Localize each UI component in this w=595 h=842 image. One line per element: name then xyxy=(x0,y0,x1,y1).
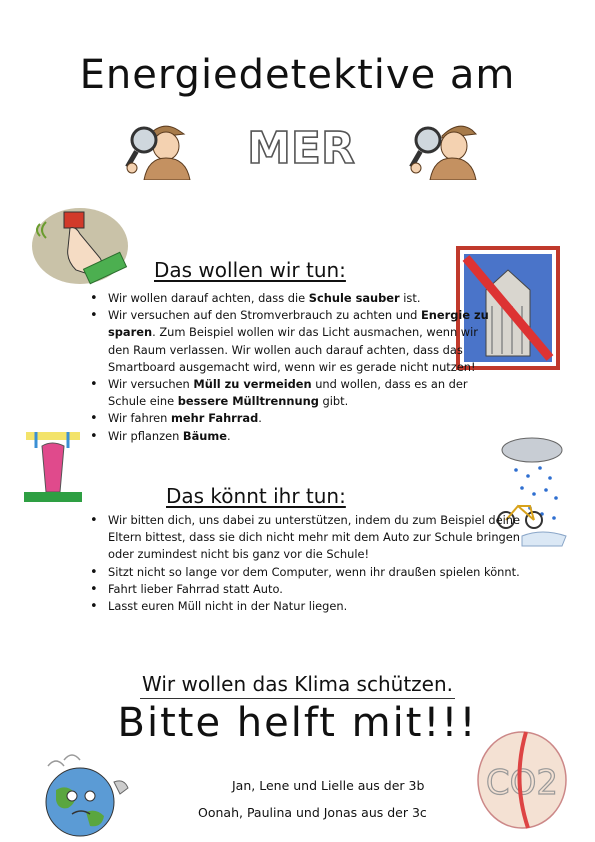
list-item: • Fahrt lieber Fahrrad statt Auto. xyxy=(84,581,524,598)
appeal-heading: Bitte helft mit!!! xyxy=(117,700,478,746)
detective-magnifier-icon-right xyxy=(398,118,478,180)
list-koennt xyxy=(84,512,524,615)
list-item: • Sitzt nicht so lange vor dem Computer, wenn ihr draußen spielen könnt. xyxy=(84,564,524,581)
emphasis-text: Müll zu vermeiden xyxy=(193,377,312,392)
detective-magnifier-icon-left xyxy=(118,118,198,180)
co2-crossed-icon xyxy=(474,728,570,832)
list-item: • Wir wollen darauf achten, dass die Schule sauber ist. xyxy=(84,290,500,307)
emphasis-text: Energie zu sparen xyxy=(108,308,489,340)
list-item: • Wir pflanzen Bäume. xyxy=(84,428,500,445)
climate-slogan: Wir wollen das Klima schützen. xyxy=(0,672,595,696)
logo-text: MER xyxy=(247,124,355,170)
credit-line-3c: Oonah, Paulina und Jonas aus der 3c xyxy=(198,805,427,820)
list-item: • Wir fahren mehr Fahrrad. xyxy=(84,410,500,427)
list-item: • Wir versuchen auf den Stromverbrauch zu achten und Energie zu sparen. Zum Beispiel wollen wir das Licht ausmachen, wenn wir den Raum verlassen. Wir wollen auch darauf achten, dass das Smartboard ausgemacht wird, wenn wir es gerade nicht nutzen! xyxy=(84,307,500,376)
hand-pressing-button-icon xyxy=(30,198,130,288)
school-logo xyxy=(238,124,364,170)
sad-earth-icon xyxy=(34,752,132,840)
section-heading-wollen: Das wollen wir tun: xyxy=(154,258,346,282)
list-item: • Wir versuchen Müll zu vermeiden und wollen, dass es an der Schule eine bessere Mülltrennung gibt. xyxy=(84,376,500,410)
list-wollen xyxy=(84,290,500,445)
list-item: • Wir bitten dich, uns dabei zu unterstützen, indem du zum Beispiel deine Eltern bittest, dass sie dich nicht mehr mit dem Auto zur Schule bringen oder zumindest nicht bis ganz vor die Schule! xyxy=(84,512,524,564)
emphasis-text: mehr Fahrrad xyxy=(170,411,259,426)
list-item: • Lasst euren Müll nicht in der Natur liegen. xyxy=(84,598,524,615)
page-title: Energiedetektive am xyxy=(79,52,516,98)
emphasis-text: Bäume xyxy=(182,428,227,443)
section-heading-koennt: Das könnt ihr tun: xyxy=(166,484,346,508)
svg-text:CO2: CO2 xyxy=(485,763,559,803)
emphasis-text: bessere Mülltrennung xyxy=(177,394,319,409)
credit-line-3b: Jan, Lene und Lielle aus der 3b xyxy=(232,778,425,793)
emphasis-text: Schule sauber xyxy=(308,291,400,305)
tree-drawing-icon xyxy=(22,428,84,504)
